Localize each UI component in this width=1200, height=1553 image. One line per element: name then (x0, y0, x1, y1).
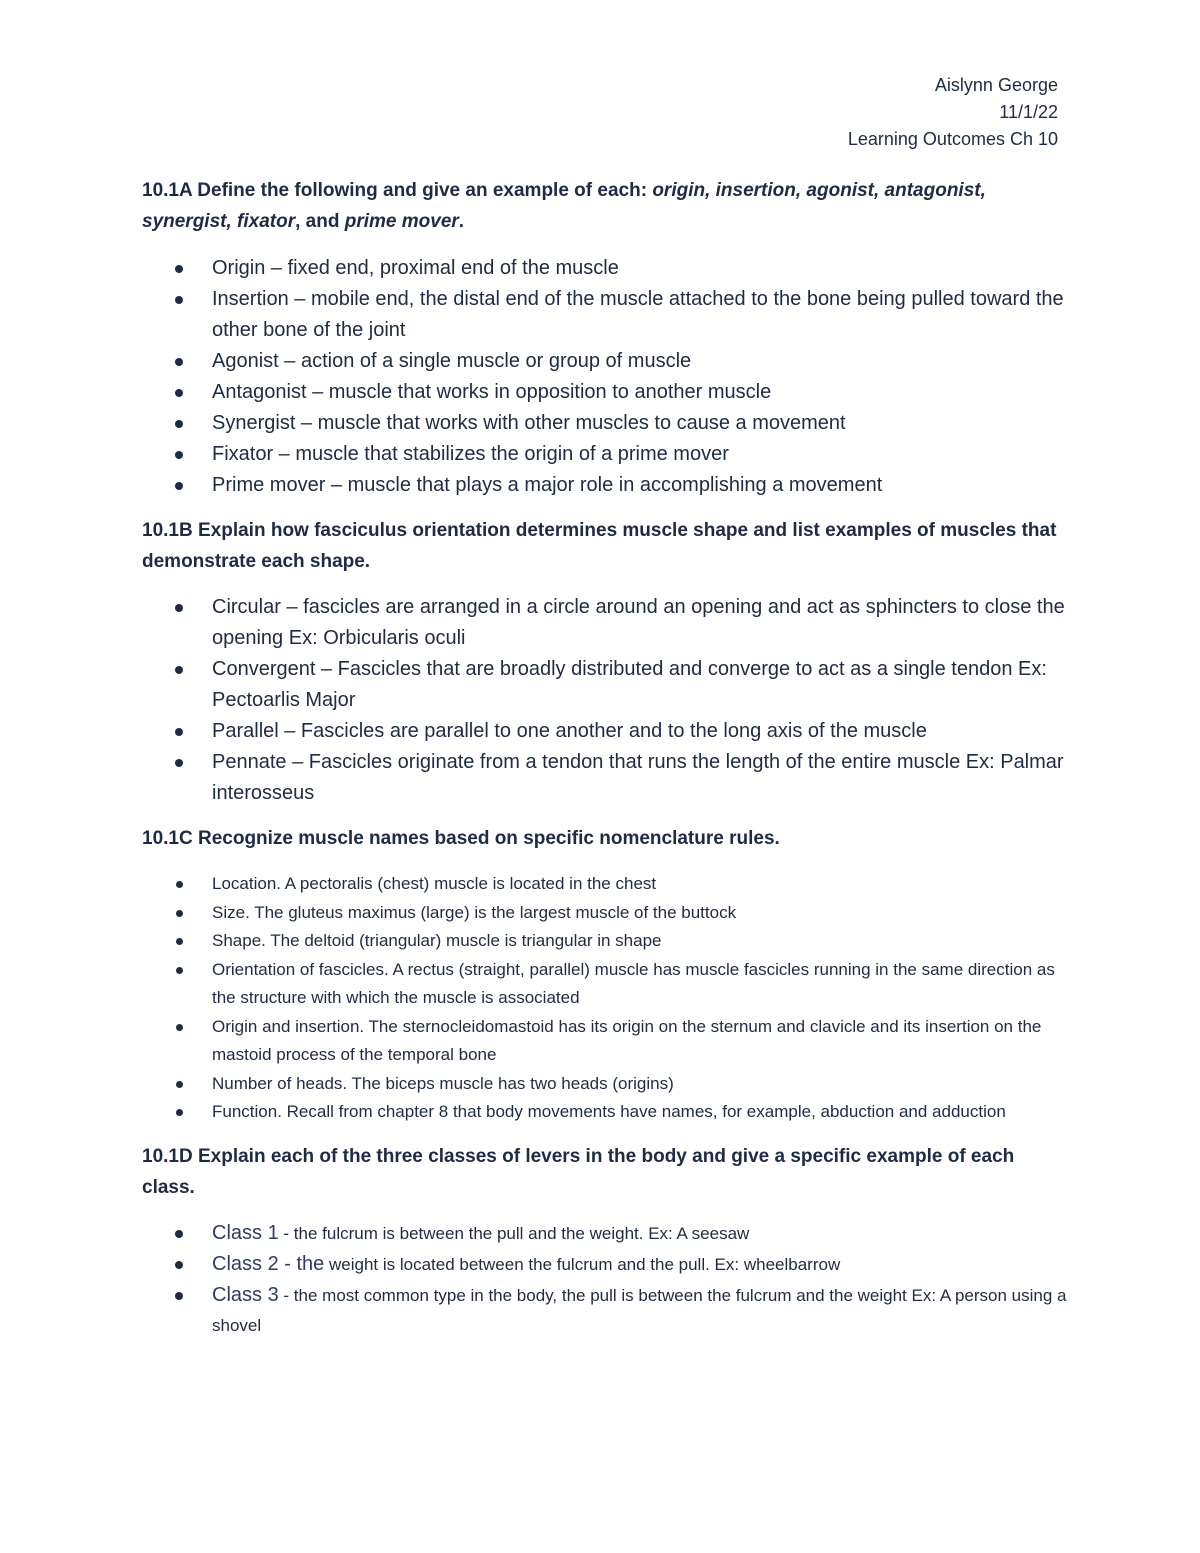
lever-class-text: - the fulcrum is between the pull and the weight. Ex: A seesaw (278, 1223, 750, 1243)
lever-class-label: Class 1 (212, 1221, 279, 1244)
document-title: Learning Outcomes Ch 10 (847, 129, 1058, 149)
list-item: Convergent – Fascicles that are broadly distributed and converge to act as a single tendon Ex: Pectoarlis Major (142, 654, 1067, 716)
list-item: Number of heads. The biceps muscle has two heads (origins) (142, 1070, 1067, 1099)
list-item (142, 1218, 1067, 1249)
definitions-list (142, 253, 1067, 501)
list-item: Circular – fascicles are arranged in a circle around an opening and act as sphincters to close the opening Ex: Orbicularis oculi (142, 592, 1067, 654)
list-item: Synergist – muscle that works with other muscles to cause a movement (142, 408, 1067, 439)
muscle-shapes-list (142, 592, 1067, 809)
lever-class-text: weight is located between the fulcrum and the pull. Ex: wheelbarrow (324, 1254, 841, 1274)
section-heading-10-1c: 10.1C Recognize muscle names based on specific nomenclature rules. (142, 828, 780, 849)
list-item: Location. A pectoralis (chest) muscle is located in the chest (142, 870, 1067, 899)
list-item: Insertion – mobile end, the distal end of the muscle attached to the bone being pulled toward the other bone of the joint (142, 284, 1067, 346)
list-item (142, 1249, 1067, 1280)
heading-terms: origin, insertion, agonist, antagonist, synergist, fixator (142, 180, 986, 232)
list-item: Fixator – muscle that stabilizes the origin of a prime mover (142, 439, 1067, 470)
list-item: Antagonist – muscle that works in opposition to another muscle (142, 377, 1067, 408)
section-heading-10-1b: 10.1B Explain how fasciculus orientation determines muscle shape and list examples of muscles that demonstrate each shape. (142, 520, 1057, 572)
list-item: Agonist – action of a single muscle or group of muscle (142, 346, 1067, 377)
lever-classes-list (142, 1218, 1067, 1341)
list-item: Origin – fixed end, proximal end of the muscle (142, 253, 1067, 284)
list-item: Parallel – Fascicles are parallel to one another and to the long axis of the muscle (142, 716, 1067, 747)
list-item: Origin and insertion. The sternocleidomastoid has its origin on the sternum and clavicle and its insertion on the mastoid process of the temporal bone (142, 1013, 1067, 1070)
heading-text: , and (295, 211, 345, 232)
list-item (142, 1280, 1067, 1341)
list-item: Pennate – Fascicles originate from a tendon that runs the length of the entire muscle Ex: Palmar interosseus (142, 747, 1067, 809)
section-heading-10-1d: 10.1D Explain each of the three classes of levers in the body and give a specific example of each class. (142, 1145, 1015, 1198)
list-item: Size. The gluteus maximus (large) is the largest muscle of the buttock (142, 899, 1067, 928)
list-item: Prime mover – muscle that plays a major role in accomplishing a movement (142, 470, 1067, 501)
section-heading-10-1a (142, 175, 1067, 237)
document-date: 11/1/22 (999, 102, 1058, 122)
author-name: Aislynn George (934, 75, 1058, 95)
lever-class-text: - the most common type in the body, the pull is between the fulcrum and the weight Ex: A person using a shovel (212, 1285, 1067, 1335)
list-item: Orientation of fascicles. A rectus (straight, parallel) muscle has muscle fascicles running in the same direction as the structure with which the muscle is associated (142, 956, 1067, 1013)
list-item: Shape. The deltoid (triangular) muscle is triangular in shape (142, 927, 1067, 956)
lever-class-label: Class 2 - the (212, 1252, 325, 1275)
document-body (142, 175, 1067, 1341)
heading-text: . (458, 211, 465, 232)
nomenclature-rules-list (142, 870, 1067, 1127)
heading-term: prime mover (344, 211, 459, 232)
heading-text: 10.1A Define the following and give an example of each: (142, 180, 653, 201)
lever-class-label: Class 3 (212, 1283, 279, 1306)
document-header (848, 72, 1058, 153)
list-item: Function. Recall from chapter 8 that body movements have names, for example, abduction and adduction (142, 1098, 1067, 1127)
